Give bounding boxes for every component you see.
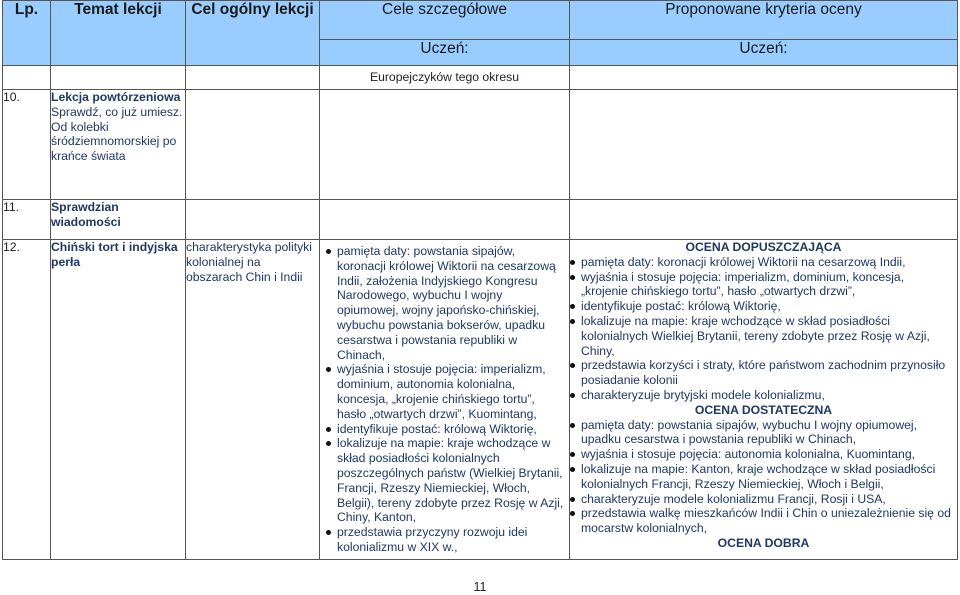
page-number: 11	[473, 580, 487, 594]
list-item: lokalizuje na mapie: Kanton, kraje wchodzące w skład posiadłości kolonialnych Francji, Rzeszy Niemieckiej, Włoch i Belgii,	[570, 462, 953, 492]
list-item: pamięta daty: powstania sipajów, koronacji królowej Wiktorii na cesarzową Indii, założenia Indyjskiego Kongresu Narodowego, wybuchu I wojny opiumowej, wojny japońsko-chińskiej, wybuchu powstania bokserów, upadku cesarstwa i powstania republiki w Chinach,	[326, 244, 565, 362]
header-general-goal: Cel ogólny lekcji	[186, 1, 320, 66]
grade-level-heading: OCENA DOSTATECZNA	[694, 402, 833, 417]
list-item: wyjaśnia i stosuje pojęcia: imperializm, dominium, koncesja, „krojenie chińskiego tortu”, hasło „otwartych drzwi”,	[570, 270, 953, 300]
row-lp: 10.	[3, 90, 51, 200]
table-row	[3, 90, 958, 200]
list-item: pamięta daty: koronacji królowej Wiktorii na cesarzową Indii,	[570, 255, 953, 270]
list-item: pamięta daty: powstania sipajów, wybuchu I wojny opiumowej, upadku cesarstwa i powstania republiki w Chinach,	[570, 418, 953, 448]
list-item: charakteryzuje modele kolonializmu Francji, Rosji i USA,	[570, 492, 953, 507]
header-criteria: Proponowane kryteria oceny	[570, 1, 958, 40]
list-item: lokalizuje na mapie: kraje wchodzące w skład posiadłości kolonialnych poszczególnych państw (Wielkiej Brytanii, Francji, Rzeszy Niemieckiej, Włoch, Belgii), tereny zdobyte przez Rosję w Azji, Chiny, Kanton,	[326, 436, 565, 525]
header-topic: Temat lekcji	[51, 1, 186, 66]
criteria-list	[570, 255, 957, 403]
header-detailed-goals: Cele szczegółowe	[320, 1, 570, 40]
row-lp: 11.	[3, 200, 51, 240]
list-item: przedstawia walkę mieszkańców Indii i Chin o uniezależnienie się od mocarstw kolonialnych,	[570, 506, 953, 536]
carryover-text: Europejczyków tego okresu	[320, 66, 570, 90]
grade-level-heading: OCENA DOBRA	[717, 535, 810, 550]
list-item: przedstawia korzyści i straty, które państwom zachodnim przynosiło posiadanie kolonii	[570, 358, 953, 388]
list-item: wyjaśnia i stosuje pojęcia: imperializm, dominium, autonomia kolonialna, koncesja, „krojenie chińskiego tortu”, hasło „otwartych drzwi”, Kuomintang,	[326, 362, 565, 421]
topic-subtitle: Sprawdź, co już umiesz. Od kolebki śródziemnomorskiej po krańce świata	[51, 104, 183, 164]
topic-title: Chiński tort i indyjska perła	[51, 240, 178, 269]
header-lp: Lp.	[3, 1, 51, 66]
list-item: wyjaśnia i stosuje pojęcia: autonomia kolonialna, Kuomintang,	[570, 447, 953, 462]
table-row	[3, 200, 958, 240]
goals-list	[320, 244, 569, 555]
table-row	[3, 240, 958, 560]
list-item: przedstawia przyczyny rozwoju idei kolonializmu w XIX w.,	[326, 525, 565, 555]
grade-level-heading: OCENA DOPUSZCZAJĄCA	[685, 240, 842, 254]
general-goal: charakterystyka polityki kolonialnej na obszarach Chin i Indii	[186, 240, 312, 284]
list-item: charakteryzuje brytyjski modele kolonializmu,	[570, 388, 953, 403]
row-lp: 12.	[3, 240, 51, 560]
lesson-plan-table	[2, 0, 958, 560]
header-student-criteria: Uczeń:	[570, 40, 958, 66]
topic-title: Lekcja powtórzeniowa	[51, 90, 181, 104]
topic-title: Sprawdzian wiadomości	[51, 200, 121, 229]
criteria-list	[570, 418, 957, 536]
list-item: identyfikuje postać: królową Wiktorię,	[326, 422, 565, 437]
list-item: lokalizuje na mapie: kraje wchodzące w skład posiadłości kolonialnych Wielkiej Brytanii, tereny zdobyte przez Rosję w Azji, Chiny,	[570, 314, 953, 358]
header-student-goals: Uczeń:	[320, 40, 570, 66]
list-item: identyfikuje postać: królową Wiktorię,	[570, 299, 953, 314]
